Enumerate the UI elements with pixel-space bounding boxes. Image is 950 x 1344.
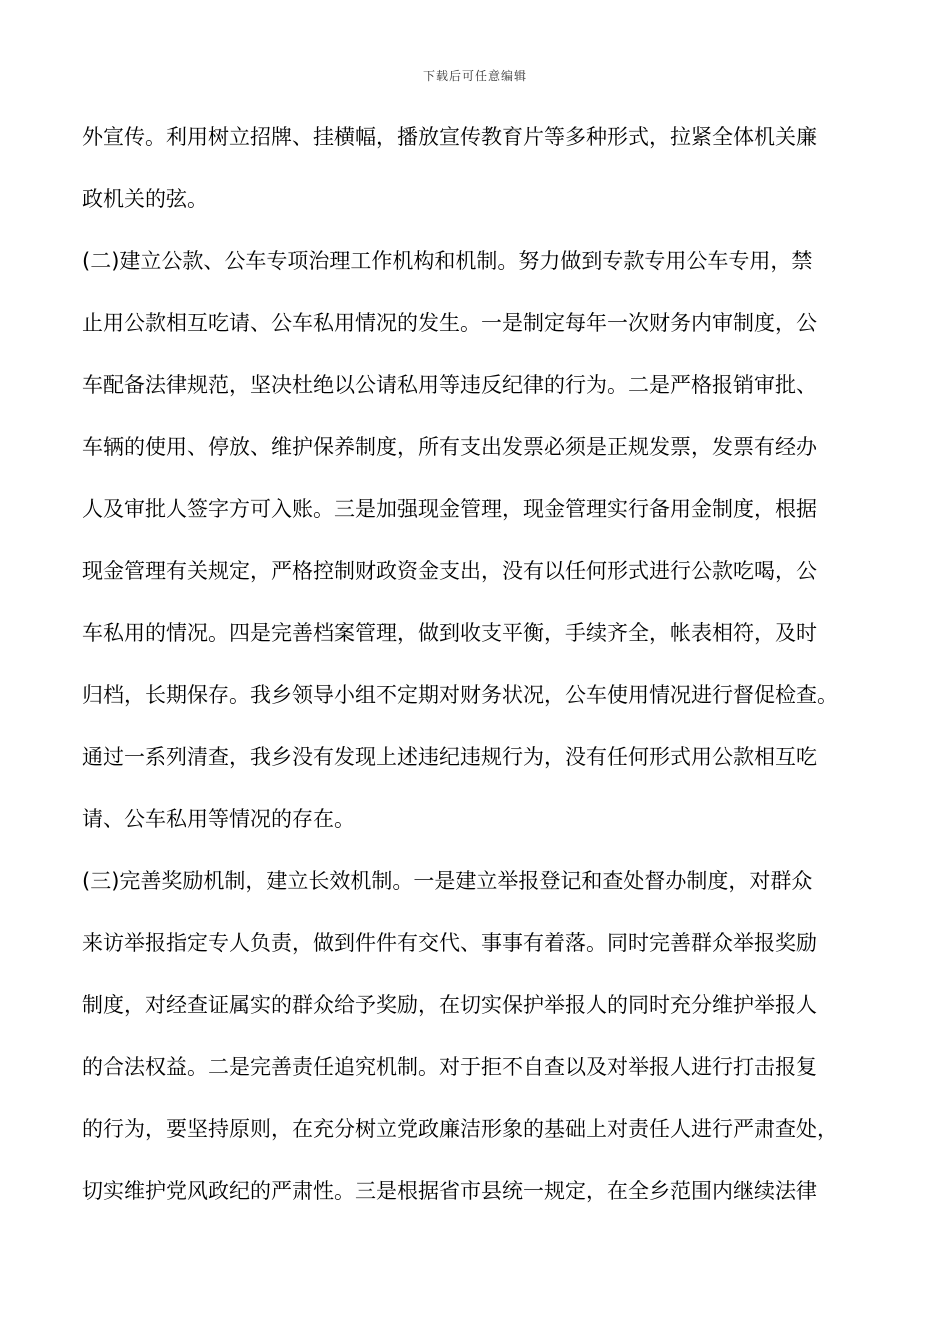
text-line: 车辆的使用、停放、维护保养制度，所有支出发票必须是正规发票，发票有经办 [82, 435, 817, 459]
text-line: 切实维护党风政纪的严肃性。三是根据省市县统一规定，在全乡范围内继续法律 [82, 1179, 817, 1203]
text-line: (三)完善奖励机制，建立长效机制。一是建立举报登记和查处督办制度，对群众 [82, 869, 813, 893]
text-line: 现金管理有关规定，严格控制财政资金支出，没有以任何形式进行公款吃喝，公 [82, 559, 817, 583]
text-line: 止用公款相互吃请、公车私用情况的发生。一是制定每年一次财务内审制度，公 [82, 311, 817, 335]
text-line: 外宣传。利用树立招牌、挂横幅，播放宣传教育片等多种形式，拉紧全体机关廉 [82, 125, 817, 149]
text-line: 的行为，要坚持原则，在充分树立党政廉洁形象的基础上对责任人进行严肃查处， [82, 1117, 838, 1141]
text-line: 车配备法律规范，坚决杜绝以公请私用等违反纪律的行为。二是严格报销审批、 [82, 373, 817, 397]
text-line: 车私用的情况。四是完善档案管理，做到收支平衡，手续齐全，帐表相符，及时 [82, 621, 817, 645]
text-line: 人及审批人签字方可入账。三是加强现金管理，现金管理实行备用金制度，根据 [82, 497, 817, 521]
text-line: 来访举报指定专人负责，做到件件有交代、事事有着落。同时完善群众举报奖励 [82, 931, 817, 955]
page-header-note: 下载后可任意编辑 [422, 69, 527, 83]
text-line: 通过一系列清查，我乡没有发现上述违纪违规行为，没有任何形式用公款相互吃 [82, 745, 817, 769]
document-body [82, 114, 882, 1230]
text-line: 的合法权益。二是完善责任追究机制。对于拒不自查以及对举报人进行打击报复 [82, 1055, 817, 1079]
text-line: 归档，长期保存。我乡领导小组不定期对财务状况，公车使用情况进行督促检查。 [82, 683, 838, 707]
text-line: (二)建立公款、公车专项治理工作机构和机制。努力做到专款专用公车专用，禁 [82, 249, 813, 273]
text-line: 政机关的弦。 [82, 187, 208, 211]
text-line: 制度，对经查证属实的群众给予奖励，在切实保护举报人的同时充分维护举报人 [82, 993, 817, 1017]
text-line: 请、公车私用等情况的存在。 [82, 807, 355, 831]
